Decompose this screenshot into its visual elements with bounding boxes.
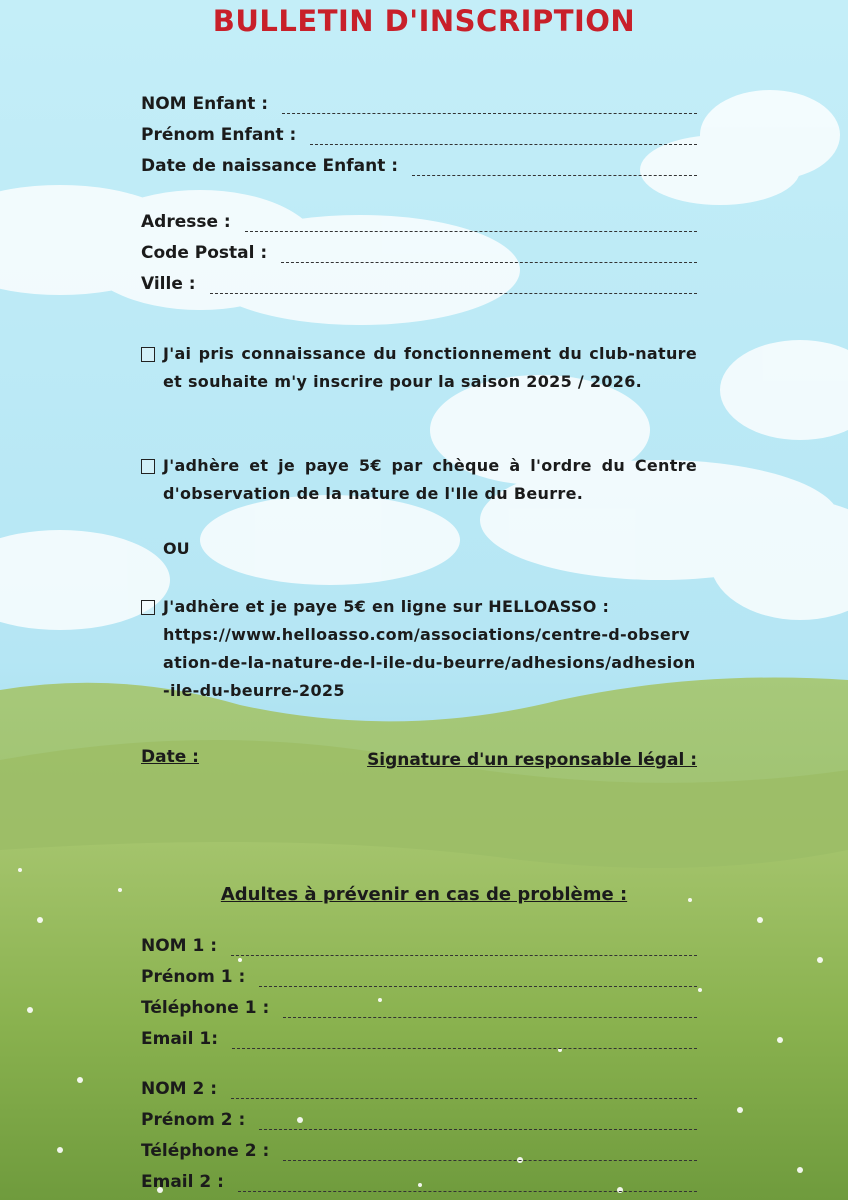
checkbox[interactable]	[141, 600, 155, 615]
fill-line[interactable]	[283, 1142, 697, 1161]
field-label: Prénom 2 :	[141, 1110, 246, 1130]
field-label: NOM 1 :	[141, 936, 218, 956]
field-label: NOM 2 :	[141, 1079, 218, 1099]
checkbox[interactable]	[141, 347, 155, 362]
inscription-text: J'ai pris connaissance du fonctionnement du club-nature et souhaite m'y inscrire pour la saison 2025 / 2026.	[163, 344, 697, 391]
fill-line[interactable]	[412, 157, 697, 176]
contact1-email-field[interactable]	[141, 1023, 697, 1049]
fill-line[interactable]	[210, 275, 697, 294]
field-label: Code Postal :	[141, 243, 268, 263]
helloasso-link[interactable]: https://www.helloasso.com/associations/centre-d-observation-de-la-nature-de-l-ile-du-beurre/adhesions/adhesion-ile-du-beurre-2025	[163, 625, 696, 700]
field-label: Ville :	[141, 274, 196, 294]
cheque-text: J'adhère et je paye 5€ par chèque à l'ordre du Centre d'observation de la nature de l'Ile du Beurre.	[163, 456, 697, 503]
field-label: Prénom 1 :	[141, 967, 246, 987]
fill-line[interactable]	[310, 126, 697, 145]
field-label: Téléphone 1 :	[141, 998, 270, 1018]
postal-code-field[interactable]	[141, 237, 697, 263]
fill-line[interactable]	[281, 244, 697, 263]
fill-line[interactable]	[245, 213, 697, 232]
field-label: Adresse :	[141, 212, 231, 232]
contact2-name-field[interactable]	[141, 1073, 697, 1099]
fill-line[interactable]	[259, 968, 697, 987]
contacts-heading: Adultes à prévenir en cas de problème :	[220, 884, 628, 905]
child-firstname-field[interactable]	[141, 119, 697, 145]
fill-line[interactable]	[283, 999, 697, 1018]
fill-line[interactable]	[238, 1173, 697, 1192]
field-label: Date de naissance Enfant :	[141, 156, 399, 176]
checkbox[interactable]	[141, 459, 155, 474]
fill-line[interactable]	[231, 937, 697, 956]
field-label: Email 1:	[141, 1029, 218, 1049]
fill-line[interactable]	[231, 1080, 697, 1099]
inscription-checkbox-row[interactable]	[141, 340, 697, 396]
city-field[interactable]	[141, 268, 697, 294]
contact2-email-field[interactable]	[141, 1166, 697, 1192]
contact2-firstname-field[interactable]	[141, 1104, 697, 1130]
child-lastname-field[interactable]	[141, 88, 697, 114]
field-label: Téléphone 2 :	[141, 1141, 270, 1161]
or-separator: OU	[163, 539, 190, 558]
address-field[interactable]	[141, 206, 697, 232]
contact1-name-field[interactable]	[141, 930, 697, 956]
fill-line[interactable]	[282, 95, 697, 114]
online-checkbox-row[interactable]	[141, 593, 697, 705]
field-label: NOM Enfant :	[141, 94, 269, 114]
fill-line[interactable]	[232, 1030, 697, 1049]
child-birthdate-field[interactable]	[141, 150, 697, 176]
contact2-phone-field[interactable]	[141, 1135, 697, 1161]
date-label: Date :	[141, 747, 199, 767]
contact1-phone-field[interactable]	[141, 992, 697, 1018]
online-intro-text: J'adhère et je paye 5€ en ligne sur HELLOASSO :	[163, 597, 610, 616]
contact1-firstname-field[interactable]	[141, 961, 697, 987]
field-label: Prénom Enfant :	[141, 125, 297, 145]
page-title: BULLETIN D'INSCRIPTION	[212, 4, 636, 38]
fill-line[interactable]	[259, 1111, 697, 1130]
signature-label: Signature d'un responsable légal :	[367, 750, 697, 770]
field-label: Email 2 :	[141, 1172, 224, 1192]
cheque-checkbox-row[interactable]	[141, 452, 697, 508]
